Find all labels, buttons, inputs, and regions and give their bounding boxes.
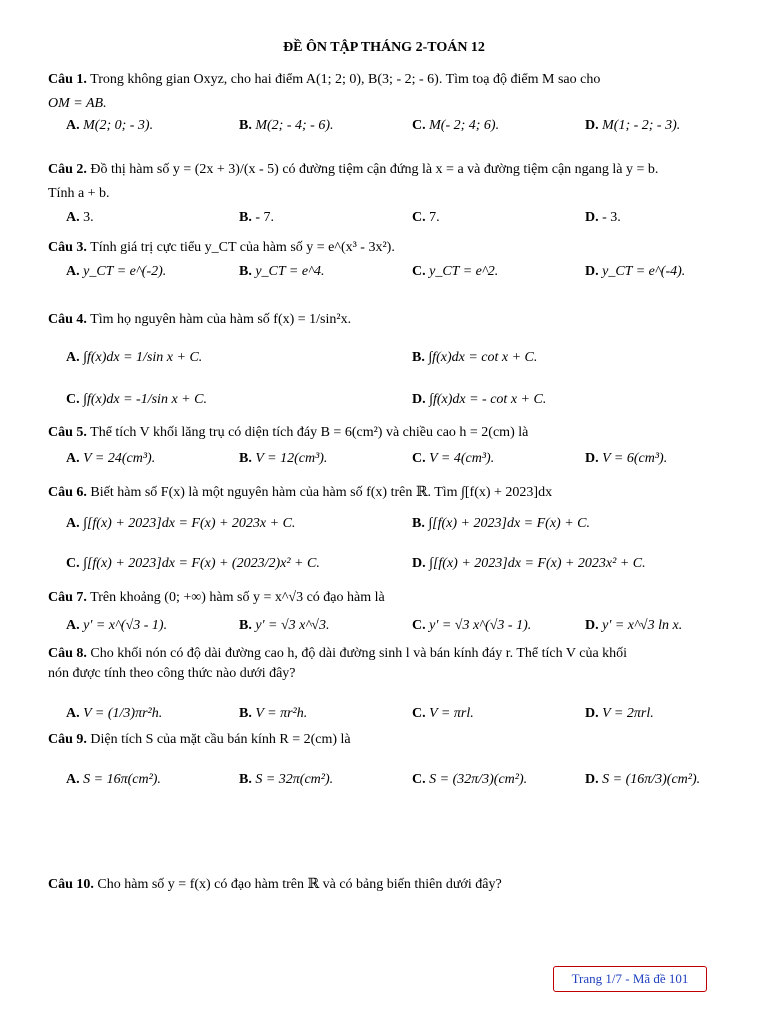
option-7d: D. y' = x^√3 ln x. bbox=[585, 618, 683, 633]
option-3d: D. y_CT = e^(-4). bbox=[585, 264, 686, 279]
question-label: Câu 1. bbox=[48, 72, 87, 87]
page-title: ĐỀ ÔN TẬP THÁNG 2-TOÁN 12 bbox=[283, 40, 485, 55]
option-5d: D. V = 6(cm³). bbox=[585, 451, 668, 466]
option-6d: D. ∫[f(x) + 2023]dx = F(x) + 2023x² + C. bbox=[412, 556, 646, 571]
option-5c: C. V = 4(cm³). bbox=[412, 451, 495, 466]
option-9a: A. S = 16π(cm²). bbox=[66, 772, 161, 787]
option-4a: A. ∫f(x)dx = 1/sin x + C. bbox=[66, 350, 203, 365]
option-8b: B. V = πr²h. bbox=[239, 706, 308, 721]
option-6a: A. ∫[f(x) + 2023]dx = F(x) + 2023x + C. bbox=[66, 516, 296, 531]
question-6-line-1: Câu 6. Biết hàm số F(x) là một nguyên hàm của hàm số f(x) trên ℝ. Tìm ∫[f(x) + 2023]dx bbox=[48, 485, 553, 500]
question-10-line-1: Câu 10. Cho hàm số y = f(x) có đạo hàm trên ℝ và có bảng biến thiên dưới đây? bbox=[48, 877, 502, 892]
option-1c: C. M(- 2; 4; 6). bbox=[412, 118, 500, 133]
option-3c: C. y_CT = e^2. bbox=[412, 264, 499, 279]
option-7c: C. y' = √3 x^(√3 - 1). bbox=[412, 618, 532, 633]
option-1b: B. M(2; - 4; - 6). bbox=[239, 118, 334, 133]
question-8-line-2: nón được tính theo công thức nào dưới đây? bbox=[48, 666, 296, 681]
question-text: Cho khối nón có độ dài đường cao h, độ dài đường sinh l và bán kính đáy r. Thể tích V của khối bbox=[90, 646, 628, 661]
option-9b: B. S = 32π(cm²). bbox=[239, 772, 334, 787]
question-7-line-1: Câu 7. Trên khoảng (0; +∞) hàm số y = x^√3 có đạo hàm là bbox=[48, 590, 385, 605]
page-footer: Trang 1/7 - Mã đề 101 bbox=[553, 966, 707, 992]
question-1-line-1 bbox=[48, 72, 600, 88]
option-4b: B. ∫f(x)dx = cot x + C. bbox=[412, 350, 538, 365]
option-9d: D. S = (16π/3)(cm²). bbox=[585, 772, 701, 787]
option-2a: A. 3. bbox=[66, 210, 94, 225]
option-6c: C. ∫[f(x) + 2023]dx = F(x) + (2023/2)x² + C. bbox=[66, 556, 320, 571]
option-5b: B. V = 12(cm³). bbox=[239, 451, 328, 466]
option-2c: C. 7. bbox=[412, 210, 440, 225]
question-2-line-2: Tính a + b. bbox=[48, 186, 110, 201]
question-text: Trong không gian Oxyz, cho hai điểm A(1; 2; 0), B(3; - 2; - 6). Tìm toạ độ điểm M sao cho bbox=[90, 72, 601, 87]
option-3b: B. y_CT = e^4. bbox=[239, 264, 325, 279]
question-text: Biết hàm số F(x) là một nguyên hàm của hàm số f(x) trên ℝ. Tìm ∫[f(x) + 2023]dx bbox=[90, 485, 553, 500]
question-text: Thể tích V khối lăng trụ có diện tích đáy B = 6(cm²) và chiều cao h = 2(cm) là bbox=[90, 425, 529, 440]
question-1-line-2: OM = AB. bbox=[48, 96, 107, 111]
option-2b: B. - 7. bbox=[239, 210, 275, 225]
option-3a: A. y_CT = e^(-2). bbox=[66, 264, 167, 279]
option-4d: D. ∫f(x)dx = - cot x + C. bbox=[412, 392, 547, 407]
question-text: Trên khoảng (0; +∞) hàm số y = x^√3 có đạo hàm là bbox=[90, 590, 385, 605]
question-9-line-1: Câu 9. Diện tích S của mặt cầu bán kính R = 2(cm) là bbox=[48, 732, 351, 747]
option-8c: C. V = πrl. bbox=[412, 706, 474, 721]
option-8d: D. V = 2πrl. bbox=[585, 706, 654, 721]
question-text: Cho hàm số y = f(x) có đạo hàm trên ℝ và có bảng biến thiên dưới đây? bbox=[97, 877, 502, 892]
option-8a: A. V = (1/3)πr²h. bbox=[66, 706, 163, 721]
question-text: Tìm họ nguyên hàm của hàm số f(x) = 1/sin²x. bbox=[90, 312, 352, 327]
question-text: Đồ thị hàm số y = (2x + 3)/(x - 5) có đường tiệm cận đứng là x = a và đường tiệm cận ngang là y = b. bbox=[90, 162, 659, 177]
option-2d: D. - 3. bbox=[585, 210, 621, 225]
option-4c: C. ∫f(x)dx = -1/sin x + C. bbox=[66, 392, 207, 407]
option-5a: A. V = 24(cm³). bbox=[66, 451, 156, 466]
question-4-line-1: Câu 4. Tìm họ nguyên hàm của hàm số f(x) = 1/sin²x. bbox=[48, 312, 352, 327]
option-1d: D. M(1; - 2; - 3). bbox=[585, 118, 681, 133]
option-6b: B. ∫[f(x) + 2023]dx = F(x) + C. bbox=[412, 516, 590, 531]
question-5-line-1: Câu 5. Thể tích V khối lăng trụ có diện tích đáy B = 6(cm²) và chiều cao h = 2(cm) là bbox=[48, 425, 529, 440]
option-7b: B. y' = √3 x^√3. bbox=[239, 618, 330, 633]
option-7a: A. y' = x^(√3 - 1). bbox=[66, 618, 168, 633]
question-8-line-1: Câu 8. Cho khối nón có độ dài đường cao h, độ dài đường sinh l và bán kính đáy r. Thể tích V của khối bbox=[48, 646, 628, 661]
question-2-line-1: Câu 2. Đồ thị hàm số y = (2x + 3)/(x - 5) có đường tiệm cận đứng là x = a và đường tiệm cận ngang là y = b. bbox=[48, 162, 659, 177]
option-1a: A. M(2; 0; - 3). bbox=[66, 118, 154, 133]
question-3-line-1: Câu 3. Tính giá trị cực tiểu y_CT của hàm số y = e^(x³ - 3x²). bbox=[48, 240, 395, 255]
question-text: Tính giá trị cực tiểu y_CT của hàm số y = e^(x³ - 3x²). bbox=[90, 240, 395, 255]
question-text: Diện tích S của mặt cầu bán kính R = 2(cm) là bbox=[90, 732, 351, 747]
option-9c: C. S = (32π/3)(cm²). bbox=[412, 772, 528, 787]
